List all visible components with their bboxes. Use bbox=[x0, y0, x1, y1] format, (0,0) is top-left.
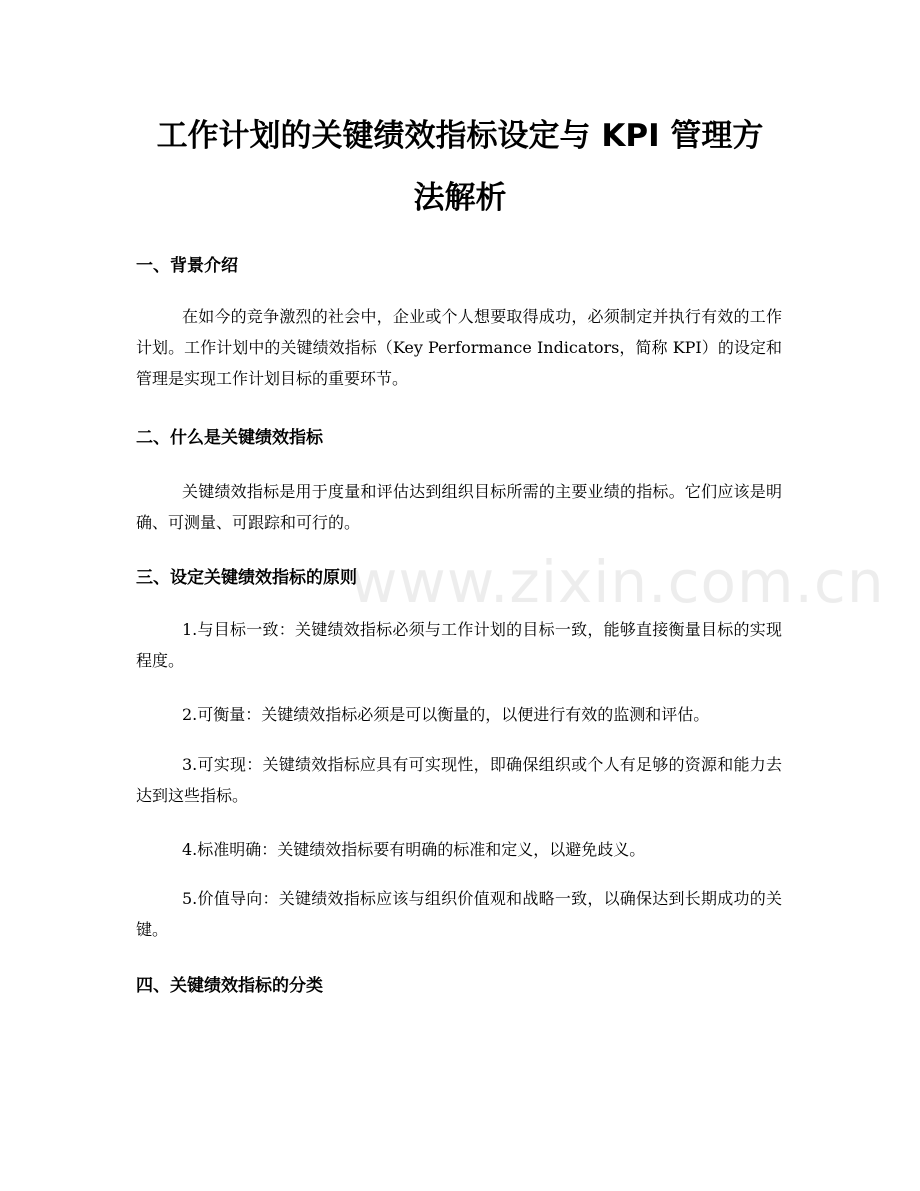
section-heading-background: 一、背景介绍 bbox=[136, 256, 238, 276]
principle-item-3: 3.可实现：关键绩效指标应具有可实现性，即确保组织或个人有足够的资源和能力去达到这些指标。 bbox=[136, 755, 782, 805]
paragraph-background: 在如今的竞争激烈的社会中，企业或个人想要取得成功，必须制定并执行有效的工作计划。工作计划中的关键绩效指标（Key Performance Indicators，简称 KPI）的设定和管理是实现工作计划目标的重要环节。 bbox=[136, 307, 782, 388]
document-title bbox=[120, 105, 800, 229]
principle-item-2: 2.可衡量：关键绩效指标必须是可以衡量的，以便进行有效的监测和评估。 bbox=[182, 705, 710, 724]
section-heading-classification: 四、关键绩效指标的分类 bbox=[136, 976, 323, 996]
title-line-2: 法解析 bbox=[413, 180, 507, 216]
title-line-1: 工作计划的关键绩效指标设定与 KPI 管理方 bbox=[156, 118, 764, 154]
section-heading-principles: 三、设定关键绩效指标的原则 bbox=[136, 568, 357, 588]
principle-item-4: 4.标准明确：关键绩效指标要有明确的标准和定义，以避免歧义。 bbox=[182, 840, 646, 859]
section-heading-definition: 二、什么是关键绩效指标 bbox=[136, 428, 323, 448]
paragraph-definition: 关键绩效指标是用于度量和评估达到组织目标所需的主要业绩的指标。它们应该是明确、可测量、可跟踪和可行的。 bbox=[136, 482, 782, 532]
watermark: www.zixin.com.cn bbox=[350, 548, 885, 616]
principle-item-1: 1.与目标一致：关键绩效指标必须与工作计划的目标一致，能够直接衡量目标的实现程度。 bbox=[136, 620, 782, 670]
principle-item-5: 5.价值导向：关键绩效指标应该与组织价值观和战略一致，以确保达到长期成功的关键。 bbox=[136, 889, 782, 939]
